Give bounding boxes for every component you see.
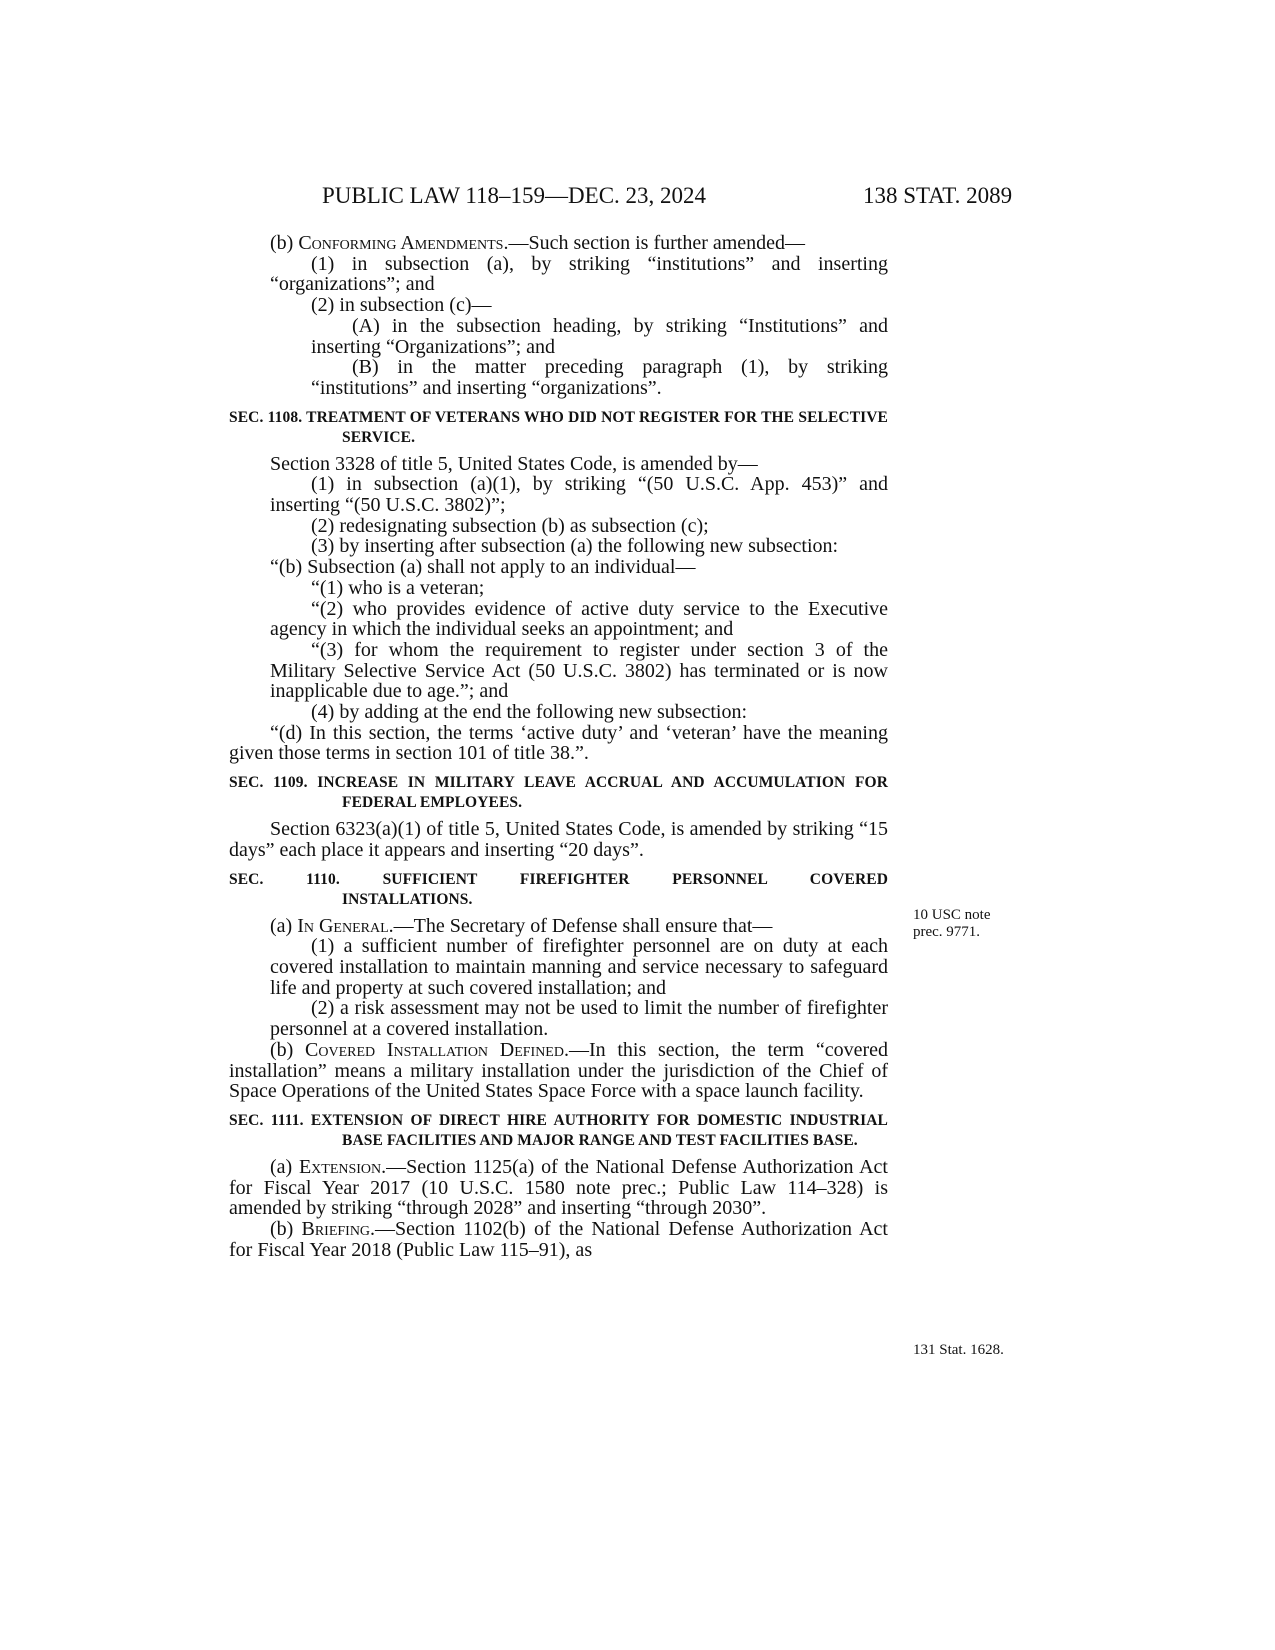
s1110-a: (a) In General.—The Secretary of Defense shall ensure that— — [270, 914, 773, 937]
subsection-b-conforming: (b) Conforming Amendments.—Such section is further amended— — [270, 232, 806, 254]
s1108-quoted-b1: “(1) who is a veteran; — [311, 576, 485, 599]
subsection-heading: In General — [297, 914, 389, 937]
s1108-item-4: (4) by adding at the end the following new subsection: — [311, 701, 748, 724]
s1108-item-3: (3) by inserting after subsection (a) the following new subsection: — [311, 535, 839, 558]
s1111-b: (b) Briefing.—Section 1102(b) of the National Defense Authorization Act for Fiscal Year 2018 (Public Law 115–91), as — [229, 1218, 888, 1261]
page-number: 138 STAT. 2089 — [863, 183, 1013, 208]
subsection-heading: Covered Installation Defined — [305, 1038, 564, 1061]
s1108-item-2: (2) redesignating subsection (b) as subsection (c); — [311, 514, 709, 537]
s1108-quoted-b: “(b) Subsection (a) shall not apply to an individual— — [270, 556, 696, 579]
section-1110-heading: SEC. 1110. SUFFICIENT FIREFIGHTER PERSONNEL COVERED INSTALLATIONS. — [229, 870, 888, 908]
section-1108-heading: SEC. 1108. TREATMENT OF VETERANS WHO DID NOT REGISTER FOR THE SELECTIVE SERVICE. — [229, 408, 888, 446]
s1109-text: Section 6323(a)(1) of title 5, United States Code, is amended by striking “15 days” each place it appears and inserting “20 days”. — [229, 818, 888, 861]
subsection-heading: Extension — [298, 1155, 382, 1178]
subsection-heading: Briefing — [301, 1218, 371, 1241]
running-head-title: PUBLIC LAW 118–159—DEC. 23, 2024 — [322, 183, 707, 208]
s1108-item-1: (1) in subsection (a)(1), by striking “(50 U.S.C. App. 453)” and inserting “(50 U.S.C. 3802)”; — [270, 473, 888, 517]
subsection-heading: Conforming Amendments — [298, 232, 504, 254]
s1108-quoted-b3: “(3) for whom the requirement to register under section 3 of the Military Selective Service Act (50 U.S.C. 3802) has terminated or is now inapplicable due to age.”; and — [270, 638, 888, 703]
s1108-quoted-d: “(d) In this section, the terms ‘active duty’ and ‘veteran’ have the meaning given those terms in section 101 of title 38.”. — [229, 721, 888, 765]
document-body — [229, 233, 888, 1260]
running-head — [0, 183, 1275, 213]
subparagraph-b: (B) in the matter preceding paragraph (1), by striking “institutions” and inserting “organizations”. — [311, 356, 888, 399]
paragraph-1: (1) in subsection (a), by striking “institutions” and inserting “organizations”; and — [270, 252, 888, 296]
s1111-a: (a) Extension.—Section 1125(a) of the National Defense Authorization Act for Fiscal Year 2017 (10 U.S.C. 1580 note prec.; Public Law 114–328) is amended by striking “through 2028” and inserting “through 2030”. — [229, 1155, 888, 1220]
paragraph-2: (2) in subsection (c)— — [311, 294, 492, 317]
s1108-intro: Section 3328 of title 5, United States Code, is amended by— — [270, 452, 758, 475]
s1108-quoted-b2: “(2) who provides evidence of active duty service to the Executive agency in which the individual seeks an appointment; and — [270, 597, 888, 641]
subparagraph-a: (A) in the subsection heading, by striking “Institutions” and inserting “Organizations”; and — [311, 314, 888, 358]
margin-note-usc: 10 USC note prec. 9771. — [913, 907, 991, 940]
s1110-a2: (2) a risk assessment may not be used to limit the number of firefighter personnel at a covered installation. — [270, 997, 888, 1041]
s1110-b: (b) Covered Installation Defined.—In this section, the term “covered installation” means a military installation under the jurisdiction of the Chief of Space Operations of the United States Space Force with a space launch facility. — [229, 1038, 888, 1103]
margin-note-stat: 131 Stat. 1628. — [913, 1342, 1004, 1358]
s1110-a1: (1) a sufficient number of firefighter personnel are on duty at each covered installation to maintain manning and service necessary to safeguard life and property at such covered installation; and — [270, 935, 888, 999]
section-1111-heading: SEC. 1111. EXTENSION OF DIRECT HIRE AUTHORITY FOR DOMESTIC INDUSTRIAL BASE FACILITIES AND MAJOR RANGE AND TEST FACILITIES BASE. — [229, 1111, 888, 1149]
section-1109-heading: SEC. 1109. INCREASE IN MILITARY LEAVE ACCRUAL AND ACCUMULATION FOR FEDERAL EMPLOYEES. — [229, 774, 888, 812]
